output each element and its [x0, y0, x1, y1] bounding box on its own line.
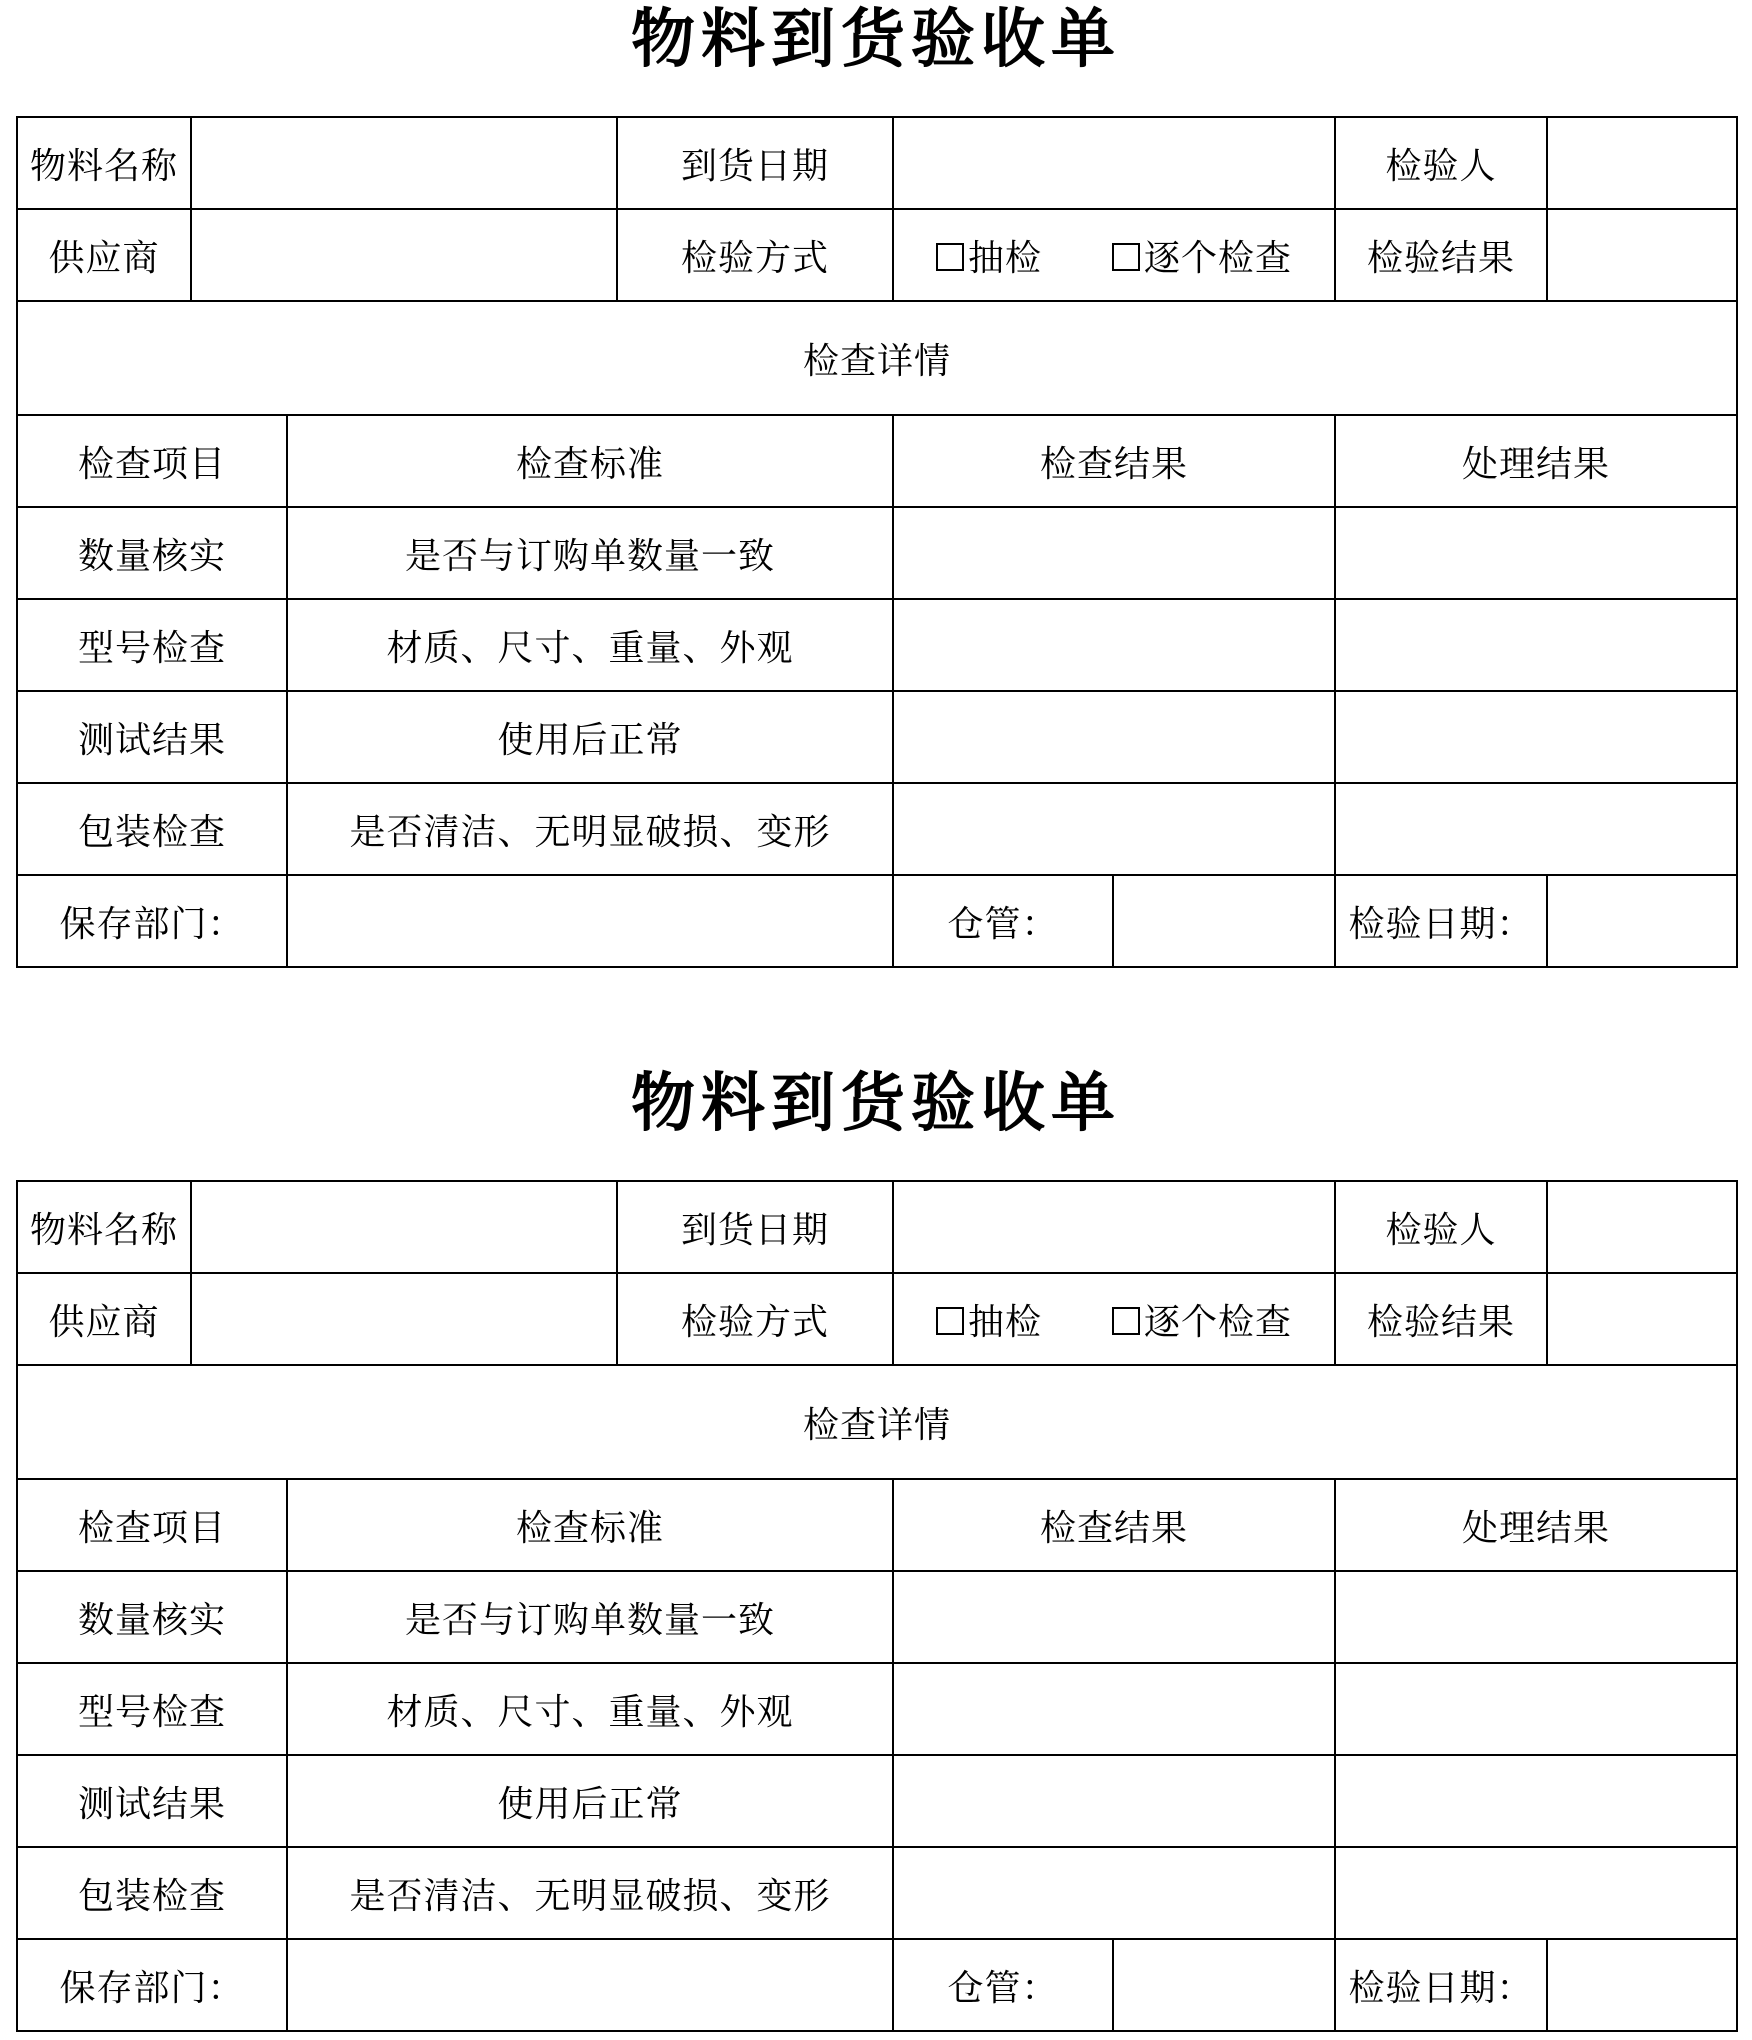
storage-dept-label: 保存部门： — [17, 1939, 287, 2031]
check-result-field[interactable] — [893, 1571, 1335, 1663]
item-name: 包装检查 — [17, 783, 287, 875]
inspection-method-options — [893, 209, 1335, 301]
table-row — [17, 1847, 1737, 1939]
warehouse-keeper-field[interactable] — [1113, 1939, 1335, 2031]
warehouse-keeper-field[interactable] — [1113, 875, 1335, 967]
inspection-method-options — [893, 1273, 1335, 1365]
inspection-method-label: 检验方式 — [617, 209, 893, 301]
supplier-field[interactable] — [191, 1273, 617, 1365]
handling-result-field[interactable] — [1335, 1663, 1737, 1755]
inspection-date-field[interactable] — [1547, 1939, 1737, 2031]
storage-dept-field[interactable] — [287, 875, 893, 967]
form-title: 物料到货验收单 — [631, 2, 1121, 77]
storage-dept-field[interactable] — [287, 1939, 893, 2031]
material-name-label: 物料名称 — [17, 117, 191, 209]
inspection-result-label: 检验结果 — [1335, 209, 1547, 301]
item-standard: 材质、尺寸、重量、外观 — [287, 599, 893, 691]
item-name: 数量核实 — [17, 1571, 287, 1663]
table-row — [17, 507, 1737, 599]
material-name-field[interactable] — [191, 1181, 617, 1273]
inspector-label: 检验人 — [1335, 1181, 1547, 1273]
column-header-check-result: 检查结果 — [893, 1479, 1335, 1571]
sampling-checkbox[interactable] — [936, 1294, 1042, 1345]
inspection-result-label: 检验结果 — [1335, 1273, 1547, 1365]
checkbox-icon — [1112, 1307, 1140, 1335]
table-row — [17, 1571, 1737, 1663]
supplier-field[interactable] — [191, 209, 617, 301]
inspection-date-label: 检验日期： — [1335, 875, 1547, 967]
inspection-method-label: 检验方式 — [617, 1273, 893, 1365]
sampling-checkbox[interactable] — [936, 230, 1042, 281]
table-row — [17, 599, 1737, 691]
table-row — [17, 691, 1737, 783]
table-row — [17, 1663, 1737, 1755]
sampling-option-label: 抽检 — [967, 237, 1042, 279]
item-standard: 使用后正常 — [287, 1755, 893, 1847]
item-name: 型号检查 — [17, 599, 287, 691]
check-result-field[interactable] — [893, 1847, 1335, 1939]
handling-result-field[interactable] — [1335, 507, 1737, 599]
supplier-label: 供应商 — [17, 1273, 191, 1365]
item-name: 包装检查 — [17, 1847, 287, 1939]
item-name: 型号检查 — [17, 1663, 287, 1755]
item-standard: 是否与订购单数量一致 — [287, 1571, 893, 1663]
inspection-date-field[interactable] — [1547, 875, 1737, 967]
inspection-table — [16, 116, 1738, 968]
handling-result-field[interactable] — [1335, 1847, 1737, 1939]
item-standard: 材质、尺寸、重量、外观 — [287, 1663, 893, 1755]
column-header-item: 检查项目 — [17, 415, 287, 507]
section-title: 检查详情 — [17, 1365, 1737, 1479]
checkbox-icon — [936, 243, 964, 271]
section-title: 检查详情 — [17, 301, 1737, 415]
handling-result-field[interactable] — [1335, 783, 1737, 875]
item-name: 测试结果 — [17, 1755, 287, 1847]
inspection-result-field[interactable] — [1547, 209, 1737, 301]
arrival-date-field[interactable] — [893, 117, 1335, 209]
check-result-field[interactable] — [893, 599, 1335, 691]
full-inspection-checkbox[interactable] — [1112, 1294, 1292, 1345]
material-name-field[interactable] — [191, 117, 617, 209]
check-result-field[interactable] — [893, 1663, 1335, 1755]
inspection-table — [16, 1180, 1738, 2032]
item-name: 数量核实 — [17, 507, 287, 599]
warehouse-keeper-label: 仓管： — [893, 1939, 1113, 2031]
column-header-standard: 检查标准 — [287, 1479, 893, 1571]
column-header-handling-result: 处理结果 — [1335, 415, 1737, 507]
checkbox-icon — [936, 1307, 964, 1335]
check-result-field[interactable] — [893, 783, 1335, 875]
inspector-field[interactable] — [1547, 117, 1737, 209]
column-header-standard: 检查标准 — [287, 415, 893, 507]
column-header-item: 检查项目 — [17, 1479, 287, 1571]
item-standard: 是否与订购单数量一致 — [287, 507, 893, 599]
supplier-label: 供应商 — [17, 209, 191, 301]
handling-result-field[interactable] — [1335, 691, 1737, 783]
item-name: 测试结果 — [17, 691, 287, 783]
inspector-label: 检验人 — [1335, 117, 1547, 209]
inspector-field[interactable] — [1547, 1181, 1737, 1273]
handling-result-field[interactable] — [1335, 599, 1737, 691]
column-header-handling-result: 处理结果 — [1335, 1479, 1737, 1571]
item-standard: 使用后正常 — [287, 691, 893, 783]
material-name-label: 物料名称 — [17, 1181, 191, 1273]
sampling-option-label: 抽检 — [967, 1301, 1042, 1343]
table-row — [17, 783, 1737, 875]
inspection-result-field[interactable] — [1547, 1273, 1737, 1365]
storage-dept-label: 保存部门： — [17, 875, 287, 967]
arrival-date-field[interactable] — [893, 1181, 1335, 1273]
column-header-check-result: 检查结果 — [893, 415, 1335, 507]
full-inspection-checkbox[interactable] — [1112, 230, 1292, 281]
full-inspection-option-label: 逐个检查 — [1144, 237, 1293, 279]
check-result-field[interactable] — [893, 691, 1335, 783]
arrival-date-label: 到货日期 — [617, 1181, 893, 1273]
handling-result-field[interactable] — [1335, 1755, 1737, 1847]
inspection-date-label: 检验日期： — [1335, 1939, 1547, 2031]
check-result-field[interactable] — [893, 507, 1335, 599]
item-standard: 是否清洁、无明显破损、变形 — [287, 783, 893, 875]
check-result-field[interactable] — [893, 1755, 1335, 1847]
warehouse-keeper-label: 仓管： — [893, 875, 1113, 967]
item-standard: 是否清洁、无明显破损、变形 — [287, 1847, 893, 1939]
full-inspection-option-label: 逐个检查 — [1144, 1301, 1293, 1343]
handling-result-field[interactable] — [1335, 1571, 1737, 1663]
table-row — [17, 1755, 1737, 1847]
arrival-date-label: 到货日期 — [617, 117, 893, 209]
checkbox-icon — [1112, 243, 1140, 271]
form-title: 物料到货验收单 — [631, 1066, 1121, 1141]
